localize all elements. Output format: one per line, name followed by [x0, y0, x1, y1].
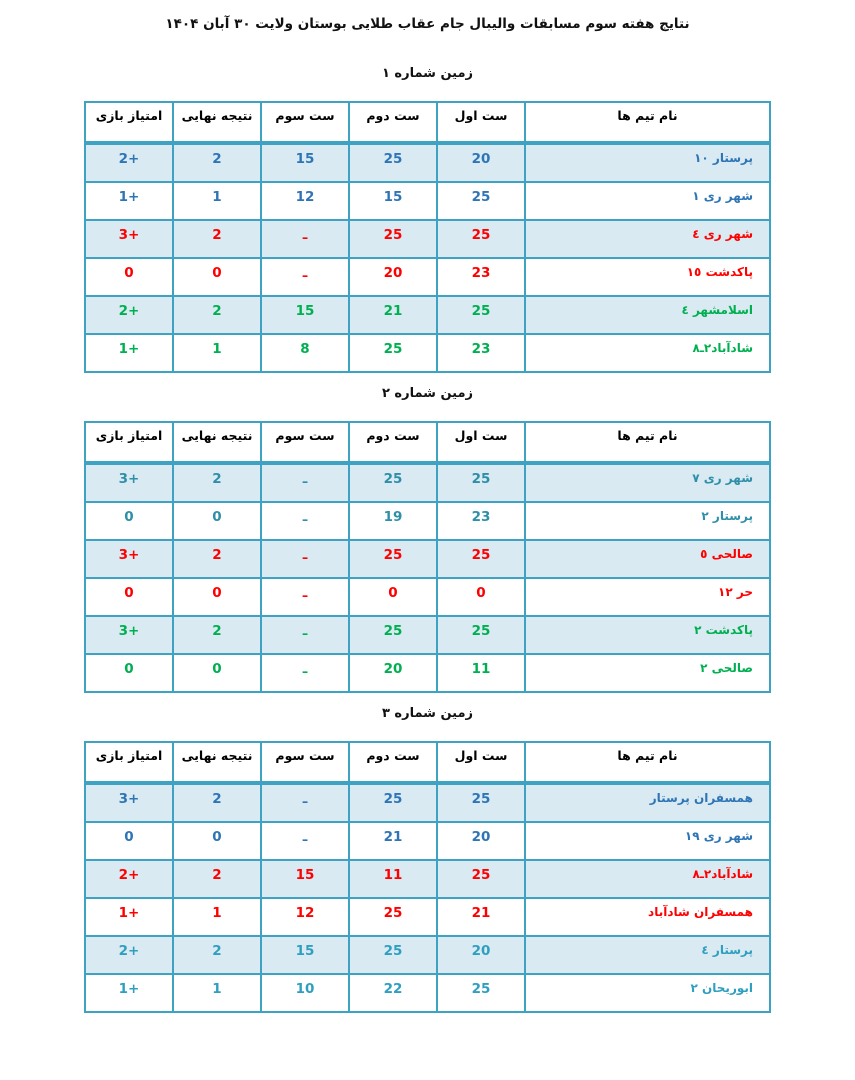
col-header-set-3: ست سوم	[261, 422, 349, 463]
table-body	[85, 143, 770, 372]
set1-score-cell: 25	[437, 860, 525, 898]
col-header-team-names: نام تیم ها	[525, 742, 770, 783]
set3-score-cell: 10	[261, 974, 349, 1012]
set3-score-cell: 12	[261, 182, 349, 220]
game-points-cell: 0	[85, 578, 173, 616]
set1-score-cell: 23	[437, 334, 525, 372]
team-name-cell: همسفران پرستار	[525, 783, 770, 822]
team-name-cell: پرستار ١٠	[525, 143, 770, 182]
game-points-cell: +3	[85, 220, 173, 258]
game-points-cell: +1	[85, 182, 173, 220]
header-row	[85, 742, 770, 783]
final-result-cell: 2	[173, 616, 261, 654]
set2-score-cell: 20	[349, 258, 437, 296]
team-name-cell: پرستار ٤	[525, 936, 770, 974]
col-header-set-1: ست اول	[437, 102, 525, 143]
table-row	[85, 540, 770, 578]
set1-score-cell: 25	[437, 540, 525, 578]
table-row	[85, 783, 770, 822]
set2-score-cell: 25	[349, 936, 437, 974]
set3-score-cell: 15	[261, 143, 349, 182]
results-table-field-2	[84, 421, 771, 693]
set1-score-cell: 25	[437, 296, 525, 334]
final-result-cell: 2	[173, 860, 261, 898]
table-row	[85, 822, 770, 860]
team-name-cell: شهر ری ١	[525, 182, 770, 220]
set2-score-cell: 25	[349, 463, 437, 502]
set1-score-cell: 23	[437, 258, 525, 296]
set2-score-cell: 11	[349, 860, 437, 898]
set1-score-cell: 23	[437, 502, 525, 540]
set2-score-cell: 22	[349, 974, 437, 1012]
set3-score-cell: ـ	[261, 578, 349, 616]
set2-score-cell: 21	[349, 822, 437, 860]
table-row	[85, 334, 770, 372]
col-header-game-points: امتیاز بازی	[85, 102, 173, 143]
set1-score-cell: 25	[437, 974, 525, 1012]
game-points-cell: +2	[85, 296, 173, 334]
set3-score-cell: ـ	[261, 654, 349, 692]
col-header-set-3: ست سوم	[261, 102, 349, 143]
game-points-cell: +1	[85, 898, 173, 936]
set2-score-cell: 25	[349, 540, 437, 578]
game-points-cell: +3	[85, 463, 173, 502]
final-result-cell: 0	[173, 578, 261, 616]
final-result-cell: 0	[173, 654, 261, 692]
team-name-cell: ابوریحان ٢	[525, 974, 770, 1012]
team-name-cell: پاکدشت ١٥	[525, 258, 770, 296]
team-name-cell: اسلامشهر ٤	[525, 296, 770, 334]
final-result-cell: 2	[173, 463, 261, 502]
set3-score-cell: ـ	[261, 258, 349, 296]
team-name-cell: شهر ری ٤	[525, 220, 770, 258]
set2-score-cell: 0	[349, 578, 437, 616]
set2-score-cell: 19	[349, 502, 437, 540]
set3-score-cell: ـ	[261, 822, 349, 860]
set1-score-cell: 25	[437, 220, 525, 258]
set1-score-cell: 21	[437, 898, 525, 936]
col-header-game-points: امتیاز بازی	[85, 742, 173, 783]
game-points-cell: 0	[85, 822, 173, 860]
section-field-3	[0, 706, 855, 1013]
col-header-set-2: ست دوم	[349, 422, 437, 463]
team-name-cell: شهر ری ٧	[525, 463, 770, 502]
col-header-final-result: نتیجه نهایی	[173, 742, 261, 783]
table-row	[85, 463, 770, 502]
game-points-cell: +1	[85, 974, 173, 1012]
set3-score-cell: ـ	[261, 540, 349, 578]
table-row	[85, 898, 770, 936]
team-name-cell: همسفران شادآباد	[525, 898, 770, 936]
set2-score-cell: 20	[349, 654, 437, 692]
final-result-cell: 2	[173, 143, 261, 182]
set3-score-cell: ـ	[261, 783, 349, 822]
game-points-cell: +2	[85, 860, 173, 898]
set1-score-cell: 20	[437, 822, 525, 860]
table-row	[85, 654, 770, 692]
final-result-cell: 2	[173, 783, 261, 822]
set1-score-cell: 25	[437, 463, 525, 502]
table-header	[85, 102, 770, 143]
table-row	[85, 258, 770, 296]
section-heading: زمین شماره ۳	[381, 706, 474, 721]
game-points-cell: +1	[85, 334, 173, 372]
page-title: نتایج هفته سوم مسابقات والیبال جام عقاب طلایی بوستان ولایت ۳۰ آبان ۱۴۰۴	[165, 16, 690, 32]
col-header-final-result: نتیجه نهایی	[173, 422, 261, 463]
set3-score-cell: 15	[261, 296, 349, 334]
set1-score-cell: 20	[437, 143, 525, 182]
set1-score-cell: 25	[437, 182, 525, 220]
col-header-final-result: نتیجه نهایی	[173, 102, 261, 143]
game-points-cell: +2	[85, 143, 173, 182]
final-result-cell: 0	[173, 502, 261, 540]
col-header-set-1: ست اول	[437, 742, 525, 783]
table-row	[85, 296, 770, 334]
final-result-cell: 0	[173, 258, 261, 296]
game-points-cell: +3	[85, 616, 173, 654]
set1-score-cell: 25	[437, 616, 525, 654]
set2-score-cell: 25	[349, 334, 437, 372]
section-field-2	[0, 386, 855, 693]
game-points-cell: 0	[85, 502, 173, 540]
team-name-cell: شهر ری ١٩	[525, 822, 770, 860]
game-points-cell: 0	[85, 654, 173, 692]
table-row	[85, 616, 770, 654]
game-points-cell: +3	[85, 540, 173, 578]
table-row	[85, 220, 770, 258]
set2-score-cell: 25	[349, 143, 437, 182]
final-result-cell: 0	[173, 822, 261, 860]
set2-score-cell: 25	[349, 220, 437, 258]
final-result-cell: 1	[173, 898, 261, 936]
team-name-cell: شادآباد٢ـ٨	[525, 860, 770, 898]
table-body	[85, 783, 770, 1012]
col-header-set-2: ست دوم	[349, 742, 437, 783]
set1-score-cell: 25	[437, 783, 525, 822]
team-name-cell: پرستار ٢	[525, 502, 770, 540]
table-body	[85, 463, 770, 692]
set3-score-cell: 15	[261, 860, 349, 898]
set1-score-cell: 20	[437, 936, 525, 974]
col-header-set-3: ست سوم	[261, 742, 349, 783]
final-result-cell: 2	[173, 220, 261, 258]
col-header-set-2: ست دوم	[349, 102, 437, 143]
col-header-team-names: نام تیم ها	[525, 102, 770, 143]
table-row	[85, 143, 770, 182]
table-row	[85, 974, 770, 1012]
set1-score-cell: 0	[437, 578, 525, 616]
table-row	[85, 502, 770, 540]
set2-score-cell: 25	[349, 616, 437, 654]
header-row	[85, 102, 770, 143]
set1-score-cell: 11	[437, 654, 525, 692]
section-heading: زمین شماره ۱	[381, 66, 474, 81]
table-row	[85, 860, 770, 898]
set3-score-cell: ـ	[261, 616, 349, 654]
final-result-cell: 1	[173, 334, 261, 372]
set2-score-cell: 25	[349, 783, 437, 822]
set3-score-cell: 15	[261, 936, 349, 974]
final-result-cell: 2	[173, 296, 261, 334]
set3-score-cell: ـ	[261, 220, 349, 258]
team-name-cell: صالحی ٥	[525, 540, 770, 578]
team-name-cell: حر ١٢	[525, 578, 770, 616]
set3-score-cell: ـ	[261, 463, 349, 502]
set2-score-cell: 15	[349, 182, 437, 220]
results-table-field-1	[84, 101, 771, 373]
game-points-cell: +3	[85, 783, 173, 822]
section-field-1	[0, 66, 855, 373]
results-table-field-3	[84, 741, 771, 1013]
final-result-cell: 2	[173, 540, 261, 578]
final-result-cell: 2	[173, 936, 261, 974]
set3-score-cell: 8	[261, 334, 349, 372]
col-header-team-names: نام تیم ها	[525, 422, 770, 463]
header-row	[85, 422, 770, 463]
table-row	[85, 936, 770, 974]
game-points-cell: 0	[85, 258, 173, 296]
table-header	[85, 422, 770, 463]
col-header-set-1: ست اول	[437, 422, 525, 463]
table-row	[85, 182, 770, 220]
team-name-cell: صالحی ٢	[525, 654, 770, 692]
game-points-cell: +2	[85, 936, 173, 974]
set3-score-cell: ـ	[261, 502, 349, 540]
set2-score-cell: 25	[349, 898, 437, 936]
section-heading: زمین شماره ۲	[381, 386, 474, 401]
col-header-game-points: امتیاز بازی	[85, 422, 173, 463]
final-result-cell: 1	[173, 974, 261, 1012]
team-name-cell: شادآباد٢ـ٨	[525, 334, 770, 372]
team-name-cell: پاکدشت ٢	[525, 616, 770, 654]
final-result-cell: 1	[173, 182, 261, 220]
set2-score-cell: 21	[349, 296, 437, 334]
set3-score-cell: 12	[261, 898, 349, 936]
table-header	[85, 742, 770, 783]
table-row	[85, 578, 770, 616]
